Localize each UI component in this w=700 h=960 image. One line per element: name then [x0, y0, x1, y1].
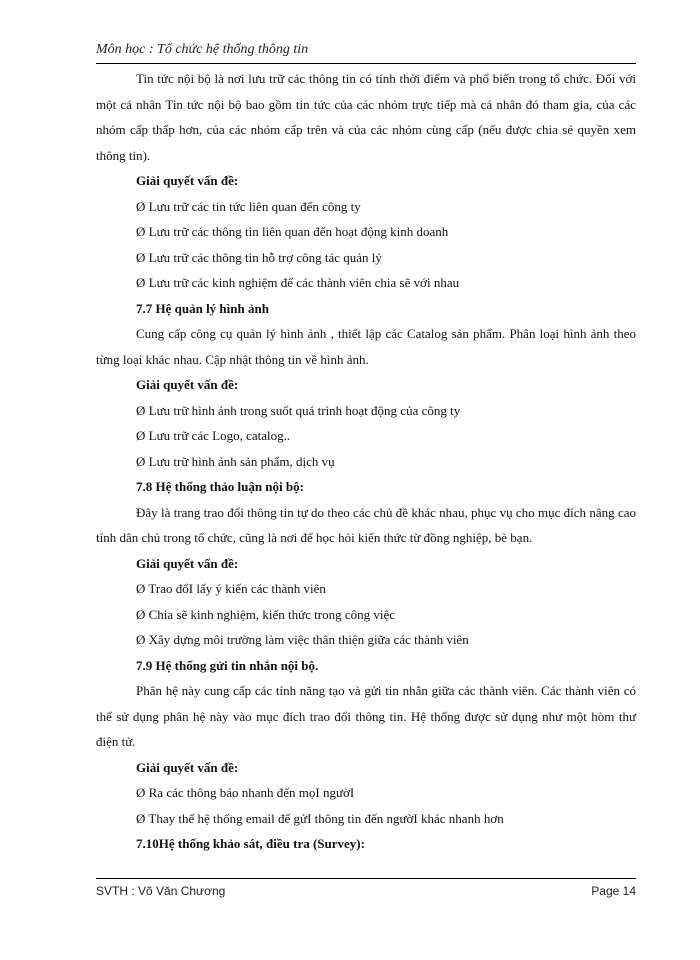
page-header-title: Môn học : Tổ chức hệ thống thông tin: [96, 42, 309, 57]
bullet-item: Ø Lưu trữ các tin tức liên quan đến công ty: [136, 198, 361, 214]
paragraph: Phân hệ này cung cấp các tính năng tạo và gửi tin nhắn giữa các thành viên. Các thành viên có thể sử dụng phân hệ này vào mục đích trao đổi thông tin. Hệ thống được sử dụng như một hòm thư điện tử.: [96, 683, 636, 749]
bullet-item: Ø Lưu trữ các Logo, catalog..: [136, 428, 291, 443]
bullet-item: Ø Lưu trữ các kinh nghiệm để các thành viên chia sẽ với nhau: [136, 275, 460, 290]
page-content: [96, 66, 636, 857]
section-heading: Giải quyết vấn đề:: [136, 759, 239, 775]
section-heading: 7.10Hệ thống khảo sát, điều tra (Survey):: [136, 836, 365, 851]
footer-rule: [96, 878, 636, 879]
bullet-item: Ø Ra các thông báo nhanh đến mọI ngườI: [136, 785, 355, 800]
bullet-item: Ø Lưu trữ các thông tin liên quan đến hoạt động kinh doanh: [136, 224, 449, 239]
bullet-item: Ø Chia sẽ kinh nghiệm, kiến thức trong công việc: [136, 606, 396, 622]
section-heading: Giải quyết vấn đề:: [136, 555, 239, 571]
bullet-item: Ø Xây dựng môi trường làm việc thân thiện giữa các thành viên: [136, 632, 469, 647]
header-rule: [96, 63, 636, 64]
footer-page-number: Page 14: [591, 884, 636, 898]
bullet-item: Ø Trao đổI lấy ý kiến các thành viên: [136, 581, 326, 596]
section-heading: 7.9 Hệ thống gửi tin nhắn nội bộ.: [136, 657, 319, 673]
section-heading: 7.8 Hệ thống thảo luận nội bộ:: [136, 479, 304, 494]
paragraph: Cung cấp công cụ quản lý hình ảnh , thiết lập các Catalog sản phẩm. Phân loại hình ảnh theo từng loại khác nhau. Cập nhật thông tin về hình ảnh.: [96, 326, 636, 367]
section-heading: 7.7 Hệ quản lý hình ảnh: [136, 300, 269, 316]
footer-author: SVTH : Võ Văn Chương: [96, 884, 226, 898]
bullet-item: Ø Lưu trữ hình ảnh trong suốt quá trình hoạt động của công ty: [136, 402, 461, 418]
section-heading: Giải quyết vấn đề:: [136, 173, 239, 188]
bullet-item: Ø Lưu trữ hình ảnh sản phẩm, dịch vụ: [136, 453, 335, 469]
bullet-item: Ø Lưu trữ các thông tin hỗ trợ công tác quản lý: [136, 249, 382, 265]
bullet-item: Ø Thay thế hệ thống email để gửI thông tin đến ngườI khác nhanh hơn: [136, 810, 504, 826]
paragraph: Tin tức nội bộ là nơi lưu trữ các thông tin có tính thời điểm và phổ biến trong tổ chức. Đối với một cá nhân Tin tức nội bộ bao gồm tin tức của các nhóm trực tiếp mà cá nhân đó tham gia, của các nhóm cấp thấp hơn, của các nhóm cấp trên và của các nhóm cùng cấp (nếu được chia sẻ quyền xem thông tin).: [96, 71, 636, 163]
section-heading: Giải quyết vấn đề:: [136, 377, 239, 392]
paragraph: Đây là trang trao đổi thông tin tự do theo các chủ đề khác nhau, phục vụ cho mục đích nâng cao tính dân chủ trong tổ chức, cũng là nơi để học hỏi kiến thức từ đồng nghiệp, bè bạn.: [96, 504, 636, 545]
